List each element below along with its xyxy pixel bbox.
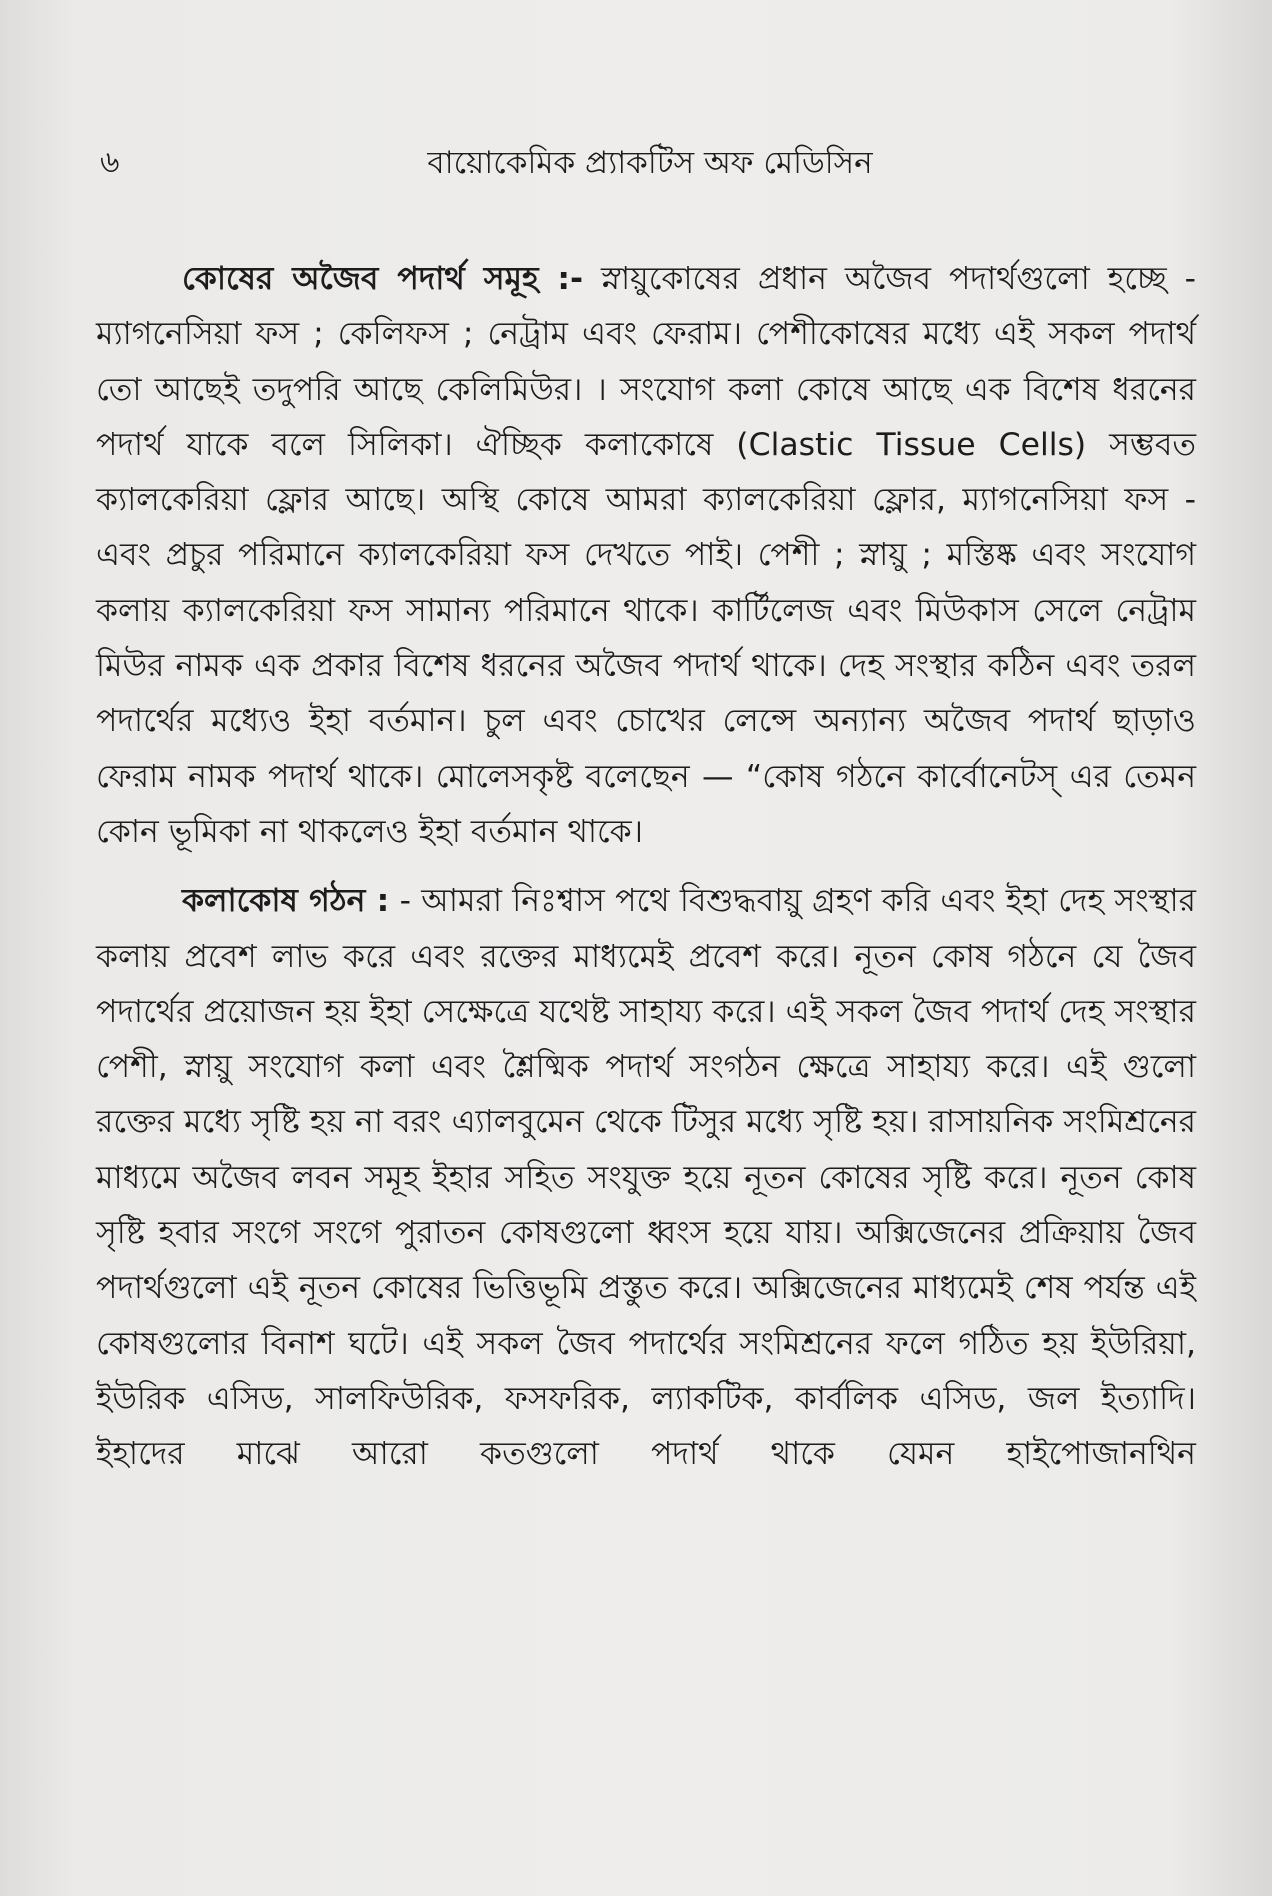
body-text <box>96 252 1196 1483</box>
running-title: বায়োকেমিক প্র্যাকটিস অফ মেডিসিন <box>427 145 873 181</box>
paragraph-tissue-cell-formation <box>96 874 1196 1482</box>
page-header <box>100 138 1200 188</box>
paragraph-text: স্নায়ুকোষের প্রধান অজৈব পদার্থগুলো হচ্ছে - ম্যাগনেসিয়া ফস ; কেলিফস ; নেট্রাম এবং ফেরাম। পেশীকোষের মধ্যে এই সকল পদার্থ তো আছেই তদুপরি আছে কেলিমিউর। । সংযোগ কলা কোষে আছে এক বিশেষ ধরনের পদার্থ যাকে বলে সিলিকা। ঐচ্ছিক কলাকোষে (Clastic Tissue Cells) সম্ভবত ক্যালকেরিয়া ফ্লোর আছে। অস্থি কোষে আমরা ক্যালকেরিয়া ফ্লোর, ম্যাগনেসিয়া ফস - এবং প্রচুর পরিমানে ক্যালকেরিয়া ফস দেখতে পাই। পেশী ; স্নায়ু ; মস্তিষ্ক এবং সংযোগ কলায় ক্যালকেরিয়া ফস সামান্য পরিমানে থাকে। কার্টিলেজ এবং মিউকাস সেলে নেট্রাম মিউর নামক এক প্রকার বিশেষ ধরনের অজৈব পদার্থ থাকে। দেহ সংস্থার কঠিন এবং তরল পদার্থের মধ্যেও ইহা বর্তমান। চুল এবং চোখের লেন্সে অন্যান্য অজৈব পদার্থ ছাড়াও ফেরাম নামক পদার্থ থাকে। মোলেসকৃষ্ট বলেছেন — “কোষ গঠনে কার্বোনেটস্ এর তেমন কোন ভূমিকা না থাকলেও ইহা বর্তমান থাকে। <box>96 261 1196 850</box>
paragraph-heading: কোষের অজৈব পদার্থ সমূহ :- <box>182 261 584 297</box>
page-number: ৬ <box>100 145 120 180</box>
paragraph-heading: কলাকোষ গঠন : <box>182 883 390 920</box>
paragraph-text: - আমরা নিঃশ্বাস পথে বিশুদ্ধবায়ু গ্রহণ করি এবং ইহা দেহ সংস্থার কলায় প্রবেশ লাভ করে এবং রক্তের মাধ্যমেই প্রবেশ করে। নূতন কোষ গঠনে যে জৈব পদার্থের প্রয়োজন হয় ইহা সেক্ষেত্রে যথেষ্ট সাহায্য করে। এই সকল জৈব পদার্থ দেহ সংস্থার পেশী, স্নায়ু সংযোগ কলা এবং শ্লৈষ্মিক পদার্থ সংগঠন ক্ষেত্রে সাহায্য করে। এই গুলো রক্তের মধ্যে সৃষ্টি হয় না বরং এ্যালবুমেন থেকে টিসুর মধ্যে সৃষ্টি হয়। রাসায়নিক সংমিশ্রনের মাধ্যমে অজৈব লবন সমূহ ইহার সহিত সংযুক্ত হয়ে নূতন কোষের সৃষ্টি করে। নূতন কোষ সৃষ্টি হবার সংগে সংগে পুরাতন কোষগুলো ধ্বংস হয়ে যায়। অক্সিজেনের প্রক্রিয়ায় জৈব পদার্থগুলো এই নূতন কোষের ভিত্তিভূমি প্রস্তুত করে। অক্সিজেনের মাধ্যমেই শেষ পর্যন্ত এই কোষগুলোর বিনাশ ঘটে। এই সকল জৈব পদার্থের সংমিশ্রনের ফলে গঠিত হয় ইউরিয়া, ইউরিক এসিড, সালফিউরিক, ফসফরিক, ল্যাকটিক, কার্বলিক এসিড, জল ইত্যাদি। ইহাদের মাঝে আরো কতগুলো পদার্থ থাকে যেমন হাইপোজানথিন <box>96 883 1196 1473</box>
paragraph-inorganic-substances <box>96 252 1196 860</box>
